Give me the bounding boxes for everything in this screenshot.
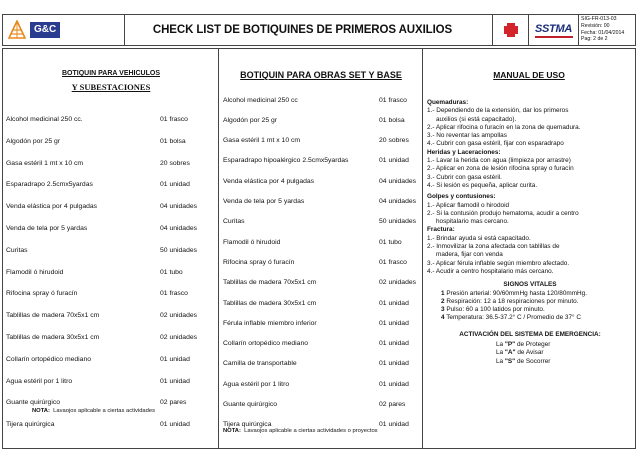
checklist-item — [3, 158, 218, 170]
note-text: Lavaojos aplicable a ciertas actividades — [53, 408, 155, 414]
red-cross-icon — [498, 21, 524, 39]
item-quantity: 04 unidades — [379, 198, 417, 205]
page-title: CHECK LIST DE BOTIQUINES DE PRIMEROS AUXILIOS — [125, 15, 493, 45]
item-quantity: 01 unidad — [379, 380, 409, 388]
wounds-heading: Heridas y Laceraciones: — [427, 148, 501, 156]
item-quantity: 01 unidad — [160, 181, 190, 189]
checklist-item — [3, 354, 218, 366]
checklist-item — [219, 277, 422, 289]
meta-revision: Revisión: 00 — [581, 22, 610, 29]
usage-manual-column — [423, 49, 635, 448]
note-label: NOTA: — [223, 428, 241, 434]
burns-step: auxilios (si está capacitado). — [436, 115, 517, 123]
meta-page: Pag: 2 de 2 — [581, 36, 608, 43]
item-quantity: 01 unidad — [379, 340, 409, 348]
item-name: Algodón por 25 gr — [6, 137, 61, 145]
burns-step: 4.- Cubrir con gasa estéril, fijar con esparadrapo — [427, 140, 564, 148]
checklist-body — [2, 48, 636, 449]
logo-text: G&C — [30, 22, 60, 38]
item-quantity: 50 unidades — [160, 246, 198, 254]
checklist-item — [219, 358, 422, 370]
vital-sign-item: 1 Presión arterial: 90/60mmHg hasta 120/80mmHg. — [441, 289, 587, 297]
bruises-step: hospitalario mas cercano. — [436, 218, 509, 226]
vital-signs-heading: SIGNOS VITALES — [503, 281, 557, 289]
tower-icon — [7, 20, 27, 40]
item-name: Venda elástica por 4 pulgadas — [6, 203, 98, 211]
item-name: Flamodil ó hirudoid — [6, 268, 64, 276]
item-name: Venda de tela por 5 yardas — [6, 225, 88, 232]
item-quantity: 01 bolsa — [379, 116, 405, 124]
note-text: Lavaojos aplicable a ciertas actividades o proyectos — [244, 428, 378, 434]
document-meta — [579, 15, 635, 45]
wounds-step: 1.- Lavar la herida con agua (limpieza por arrastre) — [427, 157, 571, 165]
item-name: Alcohol medicinal 250 cc — [223, 96, 298, 104]
checklist-item — [219, 115, 422, 127]
item-quantity: 01 unidad — [160, 355, 190, 363]
site-kit-note — [223, 428, 378, 434]
bruises-step: 2.- Si la contusión produjo hematoma, acudir a centro — [427, 209, 579, 217]
burns-step: 1.- Dependiendo de la extensión, dar los primeros — [427, 107, 569, 115]
item-name: Rifocina spray ó furacín — [223, 258, 295, 266]
item-name: Venda elástica por 4 pulgadas — [223, 177, 315, 185]
sstma-underline — [535, 36, 573, 38]
site-kit-column — [219, 49, 423, 448]
vehicle-kit-subtitle: Y SUBESTACIONES — [71, 82, 151, 92]
checklist-item — [3, 114, 218, 126]
checklist-item — [3, 419, 218, 431]
vital-sign-item: 2 Respiración: 12 a 18 respiraciones por minuto. — [441, 297, 579, 305]
burns-heading: Quemaduras: — [427, 99, 469, 106]
checklist-item — [3, 332, 218, 344]
checklist-item — [3, 245, 218, 257]
checklist-item — [3, 223, 218, 235]
item-name: Agua estéril por 1 litro — [6, 377, 73, 385]
item-name: Férula inflable miembro inferior — [223, 319, 317, 327]
item-name: Venda de tela por 5 yardas — [223, 198, 305, 205]
fracture-step: 3.- Aplicar férula inflable según miembro afectado. — [427, 259, 570, 267]
sstma-text: SSTMA — [534, 22, 572, 35]
checklist-item — [3, 376, 218, 388]
emergency-step: La "P" de Proteger — [496, 341, 551, 349]
usage-manual-title: MANUAL DE USO — [493, 70, 565, 80]
item-name: Collarín ortopédico mediano — [6, 355, 92, 363]
item-quantity: 02 pares — [379, 401, 406, 408]
item-quantity: 01 frasco — [160, 290, 188, 298]
item-quantity: 04 unidades — [160, 225, 198, 232]
item-quantity: 01 unidad — [379, 421, 409, 429]
item-name: Guante quirúrgico — [6, 399, 61, 407]
document-header — [2, 14, 636, 46]
item-name: Gasa estéril 1 mt x 10 cm — [223, 137, 301, 145]
item-quantity: 01 unidad — [160, 377, 190, 385]
emergency-step: La "S" de Socorrer — [496, 357, 551, 365]
checklist-item — [3, 267, 218, 279]
item-quantity: 02 unidades — [379, 279, 417, 287]
item-name: Camilla de transportable — [223, 360, 297, 368]
item-name: Curitas — [223, 218, 245, 226]
fracture-step: 1.- Brindar ayuda si está capacitado. — [427, 234, 531, 242]
note-label: NOTA: — [32, 408, 50, 414]
bruises-step: 1.- Aplicar flamodil o hirodoid — [427, 201, 510, 209]
meta-code: SIG-FR-013-03 — [581, 16, 617, 22]
item-name: Tijera quirúrgica — [223, 421, 272, 429]
burns-step: 2.- Aplicar rifocina o furacín en la zona de quemadura. — [427, 123, 581, 131]
bruises-heading: Golpes y contusiones: — [427, 193, 496, 201]
item-quantity: 01 bolsa — [160, 137, 186, 145]
meta-date: Fecha: 01/04/2014 — [581, 29, 625, 36]
item-quantity: 50 unidades — [379, 218, 417, 226]
item-quantity: 02 unidades — [160, 312, 198, 320]
fracture-step: 2.- Inmovilizar la zona afectada con tablillas de — [427, 243, 560, 251]
company-logo — [3, 15, 125, 45]
checklist-item — [3, 179, 218, 191]
vital-sign-item: 4 Temperatura: 36.5-37.2° C / Promedio de 37° C — [441, 314, 581, 322]
item-name: Alcohol medicinal 250 cc. — [6, 116, 83, 123]
checklist-item — [219, 237, 422, 249]
item-name: Tablillas de madera 30x5x1 cm — [6, 334, 100, 341]
item-quantity: 01 frasco — [379, 258, 407, 266]
emergency-heading: ACTIVACIÓN DEL SISTEMA DE EMERGENCIA: — [459, 330, 601, 338]
red-cross-logo — [493, 15, 529, 45]
checklist-item — [219, 196, 422, 208]
wounds-step: 2.- Aplicar en zona de lesión rifocina spray o furacín — [427, 165, 574, 173]
checklist-item — [219, 298, 422, 310]
item-name: Curitas — [6, 246, 28, 254]
checklist-item — [219, 155, 422, 167]
checklist-item — [219, 216, 422, 228]
checklist-item — [219, 318, 422, 330]
checklist-item — [3, 310, 218, 322]
item-name: Esparadrapo hipoalérgico 2.5cmx5yardas — [223, 157, 349, 165]
item-name: Tijera quirúrgica — [6, 421, 55, 429]
item-quantity: 01 tubo — [379, 238, 402, 246]
emergency-step: La "A" de Avisar — [496, 349, 544, 357]
checklist-item — [3, 136, 218, 148]
checklist-item — [219, 379, 422, 391]
fracture-heading: Fractura: — [427, 226, 455, 234]
item-quantity: 01 unidad — [379, 360, 409, 368]
checklist-item — [3, 288, 218, 300]
checklist-item — [219, 135, 422, 147]
item-name: Flamodil ó hirudoid — [223, 238, 281, 246]
checklist-item — [219, 176, 422, 188]
vehicle-kit-note — [32, 408, 155, 414]
wounds-step: 4.- Si lesión es pequeña, aplicar curita. — [427, 181, 538, 189]
checklist-item — [3, 201, 218, 213]
item-name: Gasa estéril 1 mt x 10 cm — [6, 159, 84, 167]
item-quantity: 04 unidades — [379, 177, 417, 185]
item-quantity: 01 unidad — [379, 157, 409, 165]
item-quantity: 01 unidad — [379, 319, 409, 327]
item-name: Tablillas de madera 70x5x1 cm — [6, 312, 100, 320]
item-quantity: 01 frasco — [160, 116, 188, 123]
item-quantity: 01 tubo — [160, 268, 183, 276]
item-quantity: 02 unidades — [160, 334, 198, 341]
vital-sign-item: 3 Pulso: 60 a 100 latidos por minuto. — [441, 306, 545, 314]
sstma-logo — [529, 15, 579, 45]
checklist-item — [219, 338, 422, 350]
checklist-item — [219, 95, 422, 107]
item-name: Esparadrapo 2.5cmx5yardas — [6, 181, 93, 189]
item-name: Tablillas de madera 70x5x1 cm — [223, 279, 317, 287]
vehicle-kit-column — [3, 49, 219, 448]
item-name: Collarín ortopédico mediano — [223, 340, 309, 348]
item-quantity: 01 unidad — [379, 299, 409, 307]
site-kit-title: BOTIQUIN PARA OBRAS SET Y BASE — [240, 70, 402, 80]
item-quantity: 01 frasco — [379, 96, 407, 104]
item-quantity: 20 sobres — [379, 137, 409, 145]
checklist-item — [219, 399, 422, 411]
item-quantity: 04 unidades — [160, 203, 198, 211]
item-quantity: 01 unidad — [160, 421, 190, 429]
item-name: Guante quirúrgico — [223, 401, 278, 408]
item-quantity: 20 sobres — [160, 159, 190, 167]
vehicle-kit-title: BOTIQUIN PARA VEHICULOS — [61, 70, 160, 77]
item-name: Algodón por 25 gr — [223, 116, 278, 124]
item-quantity: 02 pares — [160, 399, 187, 407]
fracture-step: 4.- Acudir a centro hospitalario más cercano. — [427, 267, 554, 275]
item-name: Agua estéril por 1 litro — [223, 380, 290, 388]
checklist-item — [219, 257, 422, 269]
item-name: Tablillas de madera 30x5x1 cm — [223, 299, 317, 307]
burns-step: 3.- No reventar las ampollas — [427, 132, 507, 140]
item-name: Rifocina spray ó furacín — [6, 290, 78, 298]
usage-manual-content — [427, 99, 633, 366]
wounds-step: 3.- Cubrir con gasa estéril. — [427, 173, 502, 181]
fracture-step: madera, fijar con venda — [436, 251, 503, 259]
